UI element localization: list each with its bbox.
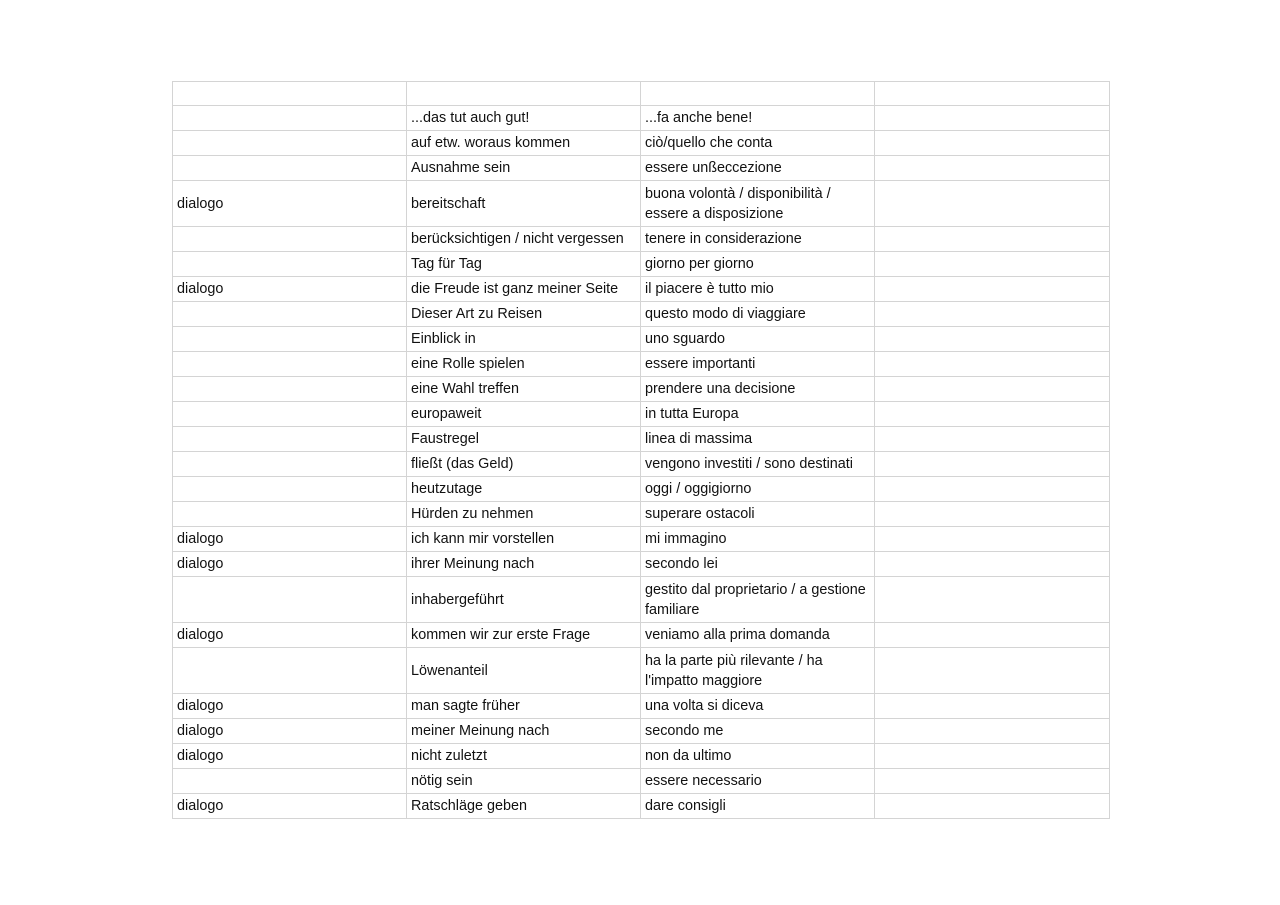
german-cell[interactable]: man sagte früher (407, 694, 641, 719)
note-cell[interactable] (875, 502, 1110, 527)
table-row (173, 82, 1110, 106)
note-cell[interactable] (875, 694, 1110, 719)
tag-cell[interactable] (173, 327, 407, 352)
tag-cell[interactable] (173, 577, 407, 623)
note-cell[interactable] (875, 82, 1110, 106)
note-cell[interactable] (875, 719, 1110, 744)
italian-cell[interactable]: prendere una decisione (641, 377, 875, 402)
tag-cell[interactable]: dialogo (173, 277, 407, 302)
italian-cell[interactable]: uno sguardo (641, 327, 875, 352)
german-cell[interactable]: auf etw. woraus kommen (407, 131, 641, 156)
table-row (173, 577, 1110, 623)
note-cell[interactable] (875, 131, 1110, 156)
tag-cell[interactable]: dialogo (173, 552, 407, 577)
table-row (173, 181, 1110, 227)
note-cell[interactable] (875, 477, 1110, 502)
german-cell[interactable]: fließt (das Geld) (407, 452, 641, 477)
italian-cell[interactable]: ha la parte più rilevante / ha l'impatto maggiore (641, 648, 875, 694)
tag-cell[interactable]: dialogo (173, 719, 407, 744)
german-cell[interactable]: Hürden zu nehmen (407, 502, 641, 527)
german-cell[interactable]: Löwenanteil (407, 648, 641, 694)
note-cell[interactable] (875, 648, 1110, 694)
tag-cell[interactable] (173, 402, 407, 427)
italian-cell[interactable]: secondo lei (641, 552, 875, 577)
italian-cell[interactable]: buona volontà / disponibilità / essere a disposizione (641, 181, 875, 227)
german-cell[interactable]: eine Wahl treffen (407, 377, 641, 402)
tag-cell[interactable] (173, 131, 407, 156)
tag-cell[interactable] (173, 477, 407, 502)
table-row (173, 252, 1110, 277)
note-cell[interactable] (875, 744, 1110, 769)
german-cell[interactable]: kommen wir zur erste Frage (407, 623, 641, 648)
italian-cell[interactable]: essere importanti (641, 352, 875, 377)
italian-cell[interactable]: superare ostacoli (641, 502, 875, 527)
note-cell[interactable] (875, 352, 1110, 377)
tag-cell[interactable] (173, 156, 407, 181)
italian-cell[interactable]: vengono investiti / sono destinati (641, 452, 875, 477)
tag-cell[interactable] (173, 502, 407, 527)
german-cell[interactable]: ihrer Meinung nach (407, 552, 641, 577)
italian-cell[interactable]: ciò/quello che conta (641, 131, 875, 156)
german-cell[interactable]: eine Rolle spielen (407, 352, 641, 377)
table-row (173, 377, 1110, 402)
italian-cell[interactable]: mi immagino (641, 527, 875, 552)
table-row (173, 352, 1110, 377)
note-cell[interactable] (875, 527, 1110, 552)
tag-cell[interactable] (173, 352, 407, 377)
italian-cell[interactable]: il piacere è tutto mio (641, 277, 875, 302)
italian-cell[interactable]: essere necessario (641, 769, 875, 794)
italian-cell[interactable]: non da ultimo (641, 744, 875, 769)
tag-cell[interactable]: dialogo (173, 744, 407, 769)
table-row (173, 648, 1110, 694)
tag-cell[interactable] (173, 377, 407, 402)
table-row (173, 744, 1110, 769)
table-row (173, 156, 1110, 181)
note-cell[interactable] (875, 794, 1110, 819)
table-row (173, 769, 1110, 794)
tag-cell[interactable]: dialogo (173, 181, 407, 227)
table-row (173, 794, 1110, 819)
german-cell[interactable]: Ausnahme sein (407, 156, 641, 181)
italian-cell[interactable]: linea di massima (641, 427, 875, 452)
italian-cell[interactable]: giorno per giorno (641, 252, 875, 277)
table-row (173, 477, 1110, 502)
spreadsheet-page (172, 81, 1109, 819)
table-row (173, 502, 1110, 527)
table-row (173, 452, 1110, 477)
german-cell[interactable]: Tag für Tag (407, 252, 641, 277)
tag-cell[interactable] (173, 302, 407, 327)
tag-cell[interactable] (173, 106, 407, 131)
german-cell[interactable]: meiner Meinung nach (407, 719, 641, 744)
table-row (173, 552, 1110, 577)
italian-cell[interactable] (641, 82, 875, 106)
note-cell[interactable] (875, 327, 1110, 352)
tag-cell[interactable] (173, 427, 407, 452)
tag-cell[interactable]: dialogo (173, 794, 407, 819)
german-cell[interactable]: bereitschaft (407, 181, 641, 227)
note-cell[interactable] (875, 402, 1110, 427)
note-cell[interactable] (875, 156, 1110, 181)
italian-cell[interactable]: questo modo di viaggiare (641, 302, 875, 327)
vocabulary-table (172, 81, 1110, 819)
tag-cell[interactable]: dialogo (173, 527, 407, 552)
note-cell[interactable] (875, 769, 1110, 794)
german-cell[interactable]: berücksichtigen / nicht vergessen (407, 227, 641, 252)
german-cell[interactable]: Dieser Art zu Reisen (407, 302, 641, 327)
table-row (173, 227, 1110, 252)
table-row (173, 427, 1110, 452)
italian-cell[interactable]: tenere in considerazione (641, 227, 875, 252)
german-cell[interactable]: nicht zuletzt (407, 744, 641, 769)
note-cell[interactable] (875, 552, 1110, 577)
table-body (173, 82, 1110, 819)
german-cell[interactable]: ...das tut auch gut! (407, 106, 641, 131)
table-row (173, 527, 1110, 552)
italian-cell[interactable]: una volta si diceva (641, 694, 875, 719)
german-cell[interactable]: Faustregel (407, 427, 641, 452)
table-row (173, 131, 1110, 156)
tag-cell[interactable] (173, 227, 407, 252)
tag-cell[interactable] (173, 452, 407, 477)
tag-cell[interactable] (173, 252, 407, 277)
german-cell[interactable]: die Freude ist ganz meiner Seite (407, 277, 641, 302)
tag-cell[interactable] (173, 648, 407, 694)
german-cell[interactable]: Ratschläge geben (407, 794, 641, 819)
italian-cell[interactable]: oggi / oggigiorno (641, 477, 875, 502)
german-cell[interactable]: europaweit (407, 402, 641, 427)
german-cell[interactable]: inhabergeführt (407, 577, 641, 623)
german-cell[interactable] (407, 82, 641, 106)
italian-cell[interactable]: in tutta Europa (641, 402, 875, 427)
note-cell[interactable] (875, 577, 1110, 623)
note-cell[interactable] (875, 302, 1110, 327)
note-cell[interactable] (875, 181, 1110, 227)
table-row (173, 106, 1110, 131)
tag-cell[interactable]: dialogo (173, 623, 407, 648)
italian-cell[interactable]: dare consigli (641, 794, 875, 819)
table-row (173, 277, 1110, 302)
table-row (173, 719, 1110, 744)
table-row (173, 327, 1110, 352)
italian-cell[interactable]: secondo me (641, 719, 875, 744)
table-row (173, 694, 1110, 719)
note-cell[interactable] (875, 227, 1110, 252)
tag-cell[interactable] (173, 82, 407, 106)
german-cell[interactable]: ich kann mir vorstellen (407, 527, 641, 552)
tag-cell[interactable] (173, 769, 407, 794)
german-cell[interactable]: heutzutage (407, 477, 641, 502)
italian-cell[interactable]: ...fa anche bene! (641, 106, 875, 131)
note-cell[interactable] (875, 277, 1110, 302)
table-row (173, 623, 1110, 648)
note-cell[interactable] (875, 252, 1110, 277)
table-row (173, 302, 1110, 327)
note-cell[interactable] (875, 452, 1110, 477)
note-cell[interactable] (875, 377, 1110, 402)
note-cell[interactable] (875, 623, 1110, 648)
italian-cell[interactable]: veniamo alla prima domanda (641, 623, 875, 648)
italian-cell[interactable]: essere unßeccezione (641, 156, 875, 181)
note-cell[interactable] (875, 106, 1110, 131)
german-cell[interactable]: Einblick in (407, 327, 641, 352)
table-row (173, 402, 1110, 427)
note-cell[interactable] (875, 427, 1110, 452)
italian-cell[interactable]: gestito dal proprietario / a gestione familiare (641, 577, 875, 623)
tag-cell[interactable]: dialogo (173, 694, 407, 719)
german-cell[interactable]: nötig sein (407, 769, 641, 794)
